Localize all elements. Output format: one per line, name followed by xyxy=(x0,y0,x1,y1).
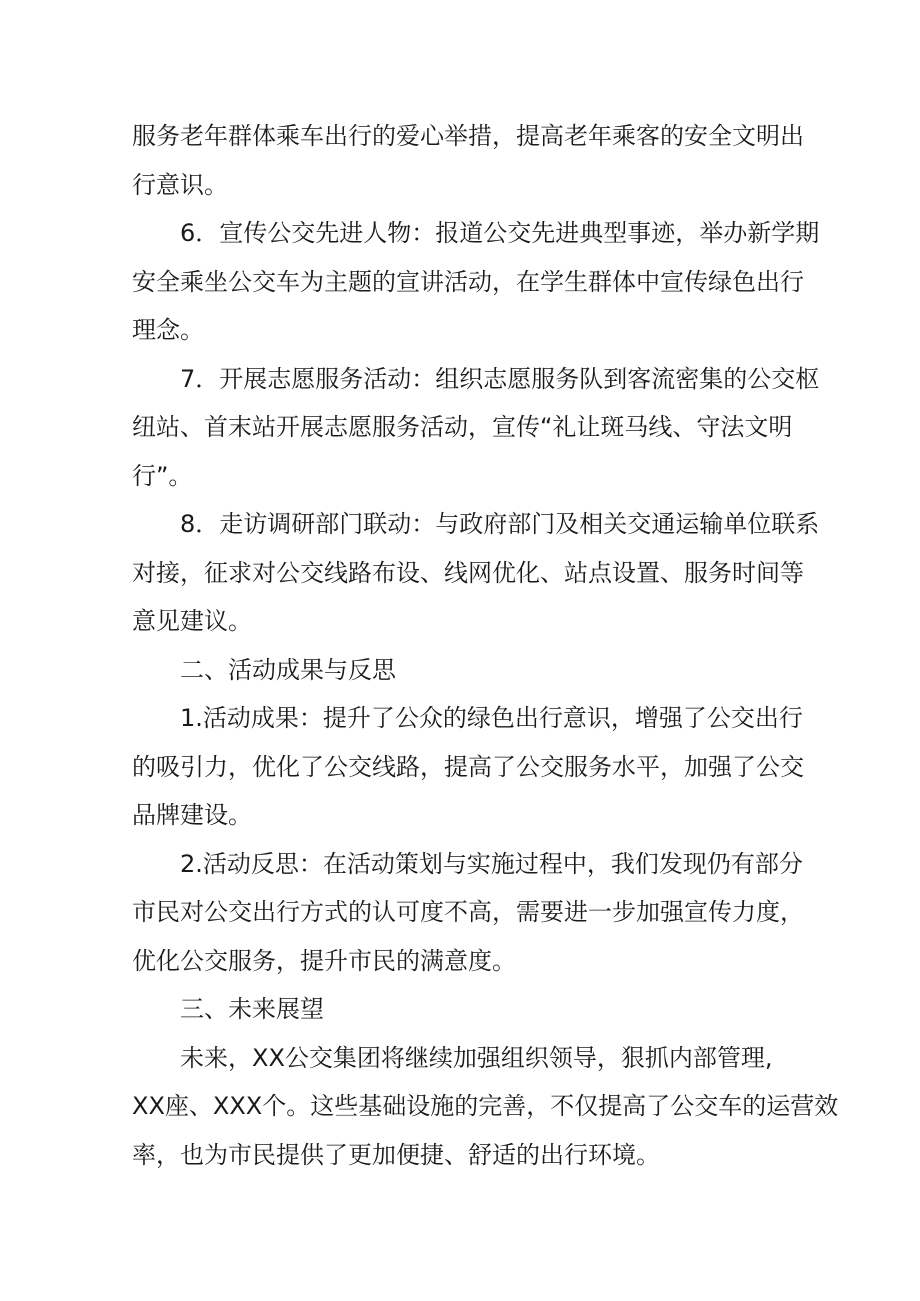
paragraph-item-6 xyxy=(132,209,820,355)
text-line: 纽站、首末站开展志愿服务活动，宣传“礼让斑马线、守法文明 xyxy=(132,413,793,441)
paragraph-results xyxy=(132,694,804,840)
paragraph-reflection xyxy=(132,840,804,986)
text-line: 安全乘坐公交车为主题的宣讲活动，在学生群体中宣传绿色出行 xyxy=(132,267,804,296)
document-body xyxy=(132,112,839,1179)
heading-line: 二、活动成果与反思 xyxy=(180,655,396,684)
text-line: 1.活动成果：提升了公众的绿色出行意识，增强了公交出行 xyxy=(180,704,803,732)
text-line: 7．开展志愿服务活动：组织志愿服务队到客流密集的公交枢 xyxy=(180,364,820,393)
text-line: 行意识。 xyxy=(132,170,228,199)
paragraph-item-8 xyxy=(132,500,820,646)
text-line: 率，也为市民提供了更加便捷、舒适的出行环境。 xyxy=(132,1140,660,1169)
text-line: 服务老年群体乘车出行的爱心举措，提高老年乘客的安全文明出 xyxy=(132,122,804,150)
text-line: XX座、XXX个。这些基础设施的完善，不仅提高了公交车的运营效 xyxy=(132,1092,839,1120)
text-line: 2.活动反思：在活动策划与实施过程中，我们发现仍有部分 xyxy=(180,849,803,878)
text-line: 市民对公交出行方式的认可度不高，需要进一步加强宣传力度， xyxy=(132,898,804,926)
section-heading-2 xyxy=(132,646,792,695)
text-line: 理念。 xyxy=(132,316,204,344)
text-line: 意见建议。 xyxy=(132,607,252,635)
text-line: 未来，XX公交集团将继续加强组织领导，狠抓内部管理, xyxy=(180,1043,773,1072)
text-line: 8．走访调研部门联动：与政府部门及相关交通运输单位联系 xyxy=(180,510,820,538)
text-line: 对接，征求对公交线路布设、线网优化、站点设置、服务时间等 xyxy=(132,558,804,587)
text-line: 优化公交服务，提升市民的满意度。 xyxy=(132,946,516,975)
text-line: 行”。 xyxy=(132,461,193,490)
heading-line: 三、未来展望 xyxy=(180,995,324,1023)
paragraph-item-7 xyxy=(132,355,820,501)
text-line: 的吸引力，优化了公交线路，提高了公交服务水平，加强了公交 xyxy=(132,752,804,781)
text-line: 品牌建设。 xyxy=(132,801,252,829)
paragraph-continuation xyxy=(132,112,804,209)
text-line: 6．宣传公交先进人物：报道公交先进典型事迹，举办新学期 xyxy=(180,219,820,247)
paragraph-outlook xyxy=(132,1034,839,1180)
section-heading-3 xyxy=(132,985,792,1034)
